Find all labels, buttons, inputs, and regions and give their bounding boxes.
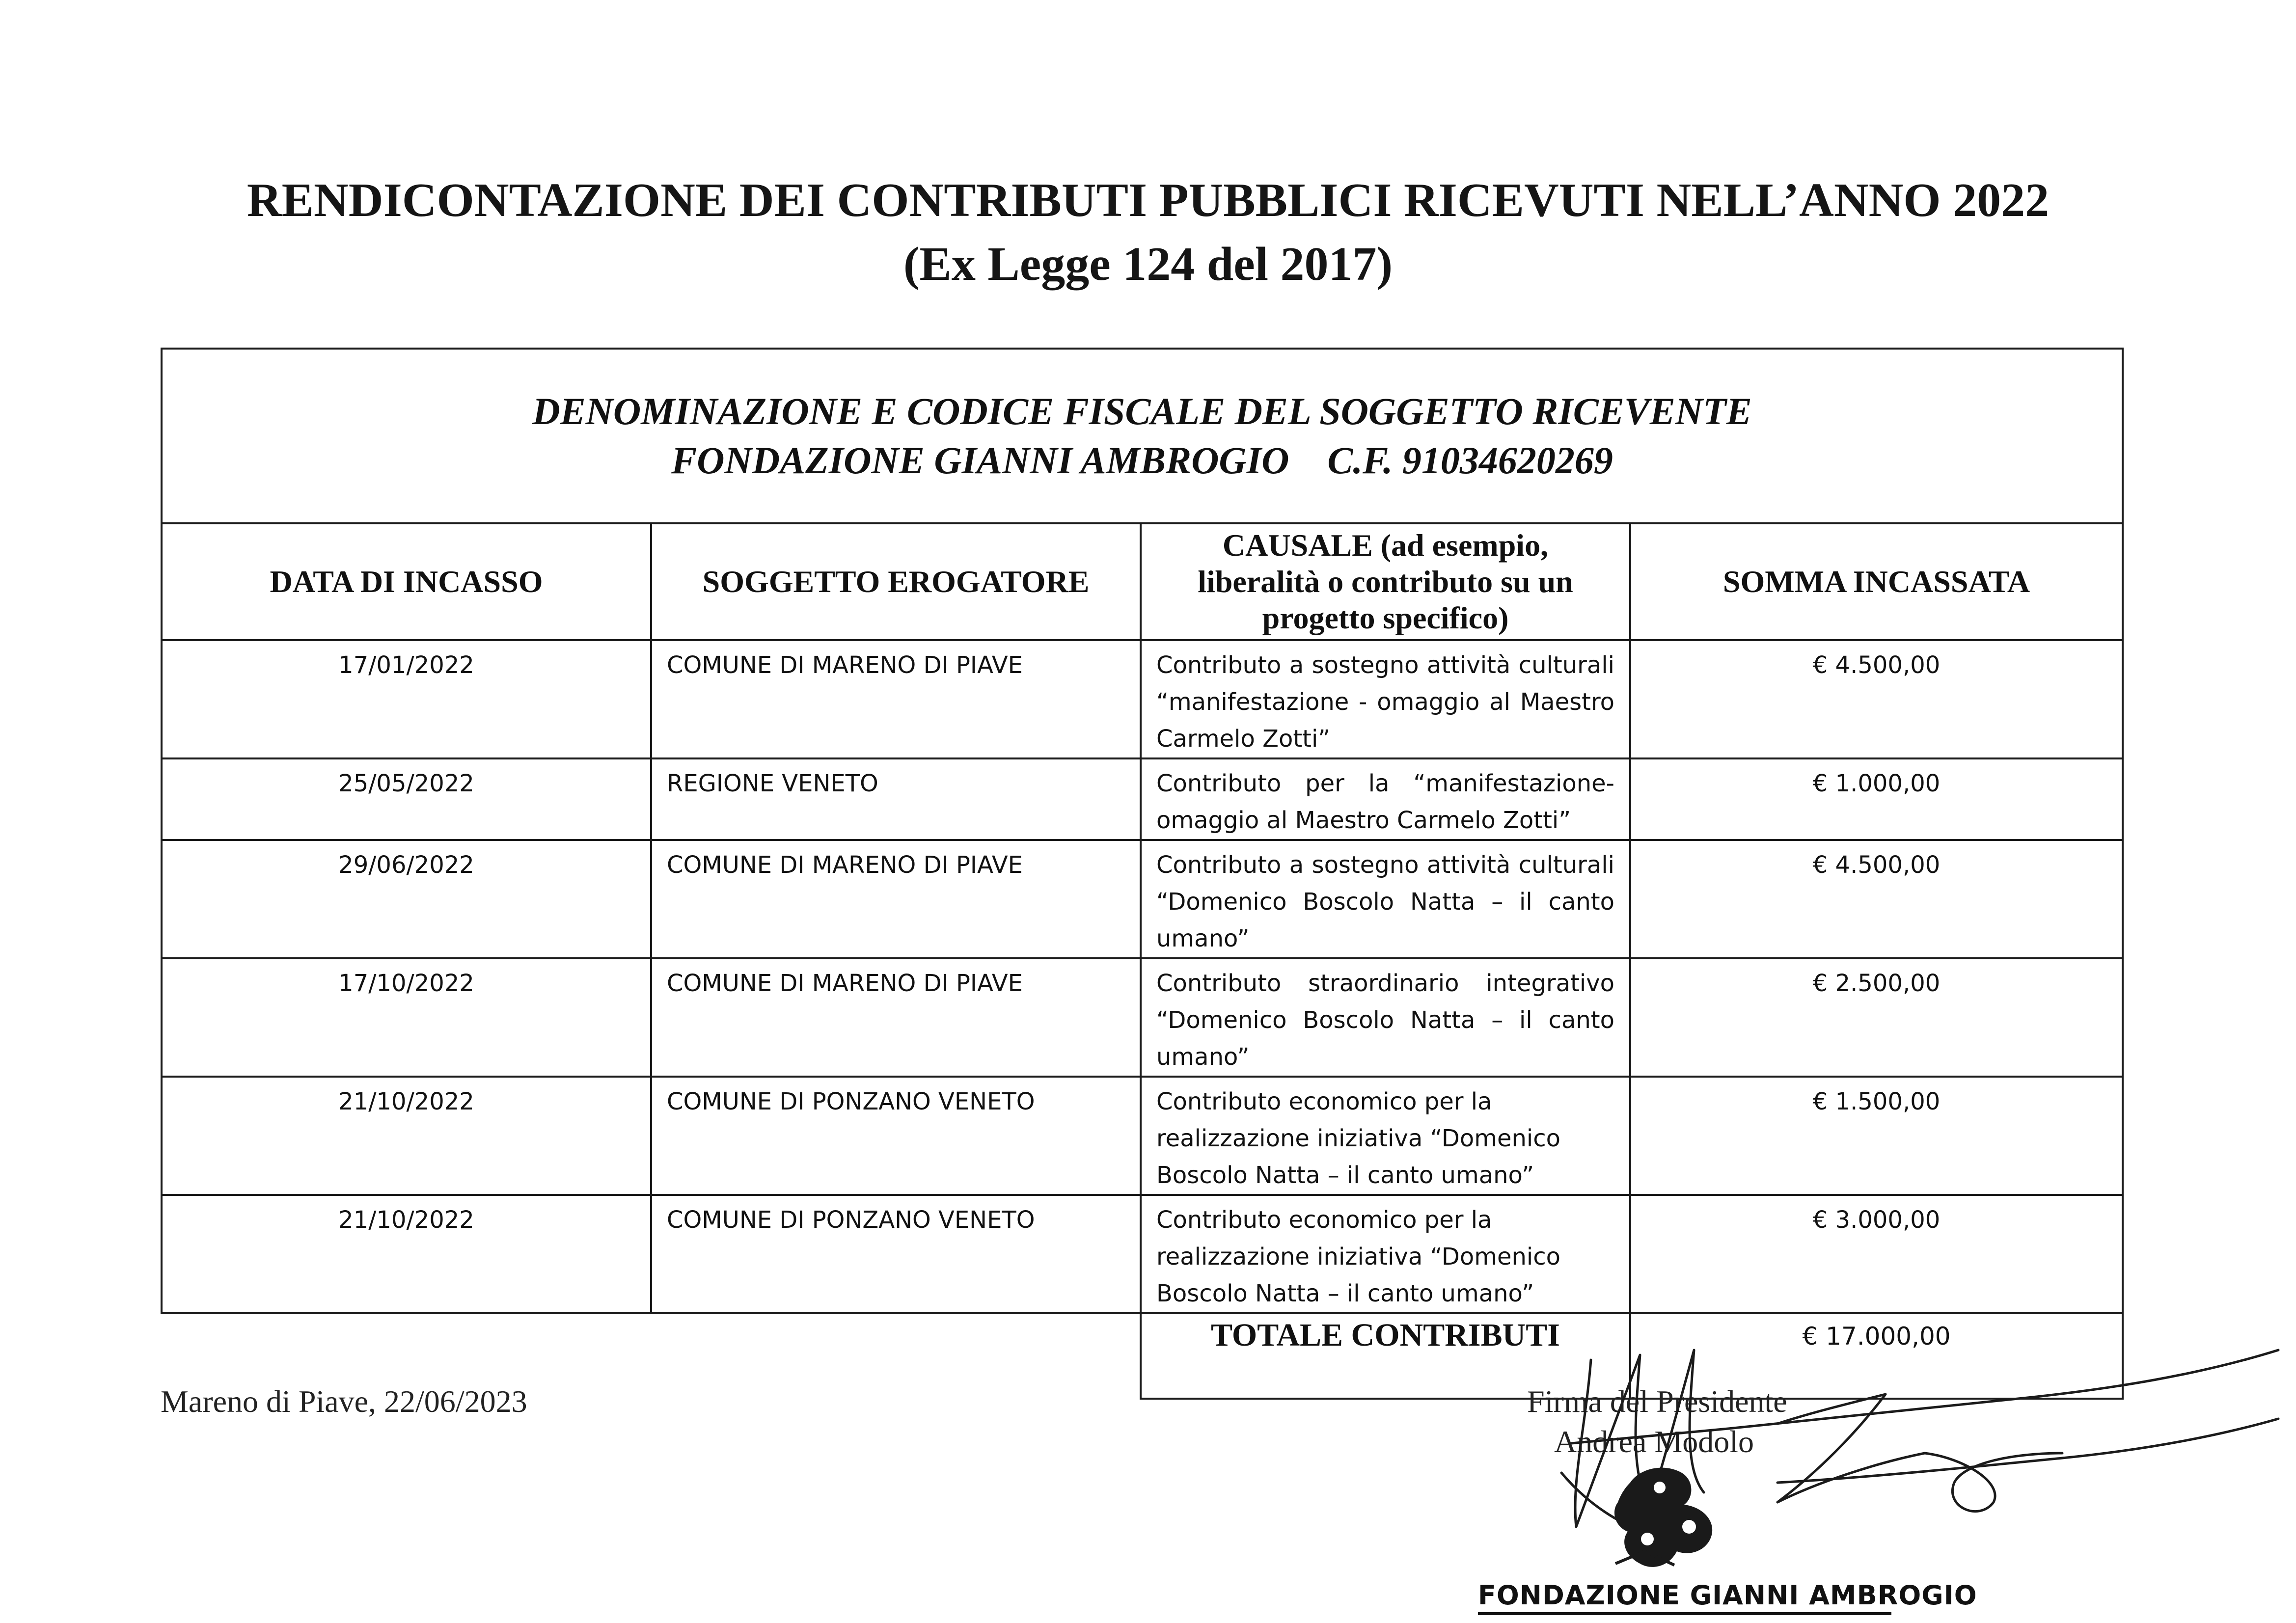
cell-donor: REGIONE VENETO <box>651 758 1141 840</box>
cell-date: 25/05/2022 <box>162 758 651 840</box>
stamp-text: FONDAZIONE GIANNI AMBROGIO <box>1478 1580 1977 1611</box>
total-amount: € 17.000,00 <box>1630 1313 2123 1399</box>
place-and-date: Mareno di Piave, 22/06/2023 <box>161 1384 527 1419</box>
cell-amount: € 1.000,00 <box>1630 758 2123 840</box>
document-subtitle: (Ex Legge 124 del 2017) <box>903 238 1393 291</box>
cell-date: 17/10/2022 <box>162 958 651 1077</box>
cell-donor: COMUNE DI MARENO DI PIAVE <box>651 958 1141 1077</box>
recipient-box <box>162 349 2123 523</box>
cell-reason: Contributo a sostegno attività culturali “Domenico Boscolo Natta – il canto umano” <box>1141 840 1630 958</box>
cell-reason: Contributo economico per la realizzazione iniziativa “Domenico Boscolo Natta – il canto umano” <box>1141 1077 1630 1195</box>
recipient-heading: DENOMINAZIONE E CODICE FISCALE DEL SOGGETTO RICEVENTE <box>532 390 1752 433</box>
cell-date: 21/10/2022 <box>162 1077 651 1195</box>
signature-name: Andrea Modolo <box>1554 1424 1754 1459</box>
table-row <box>162 758 2123 840</box>
cell-amount: € 3.000,00 <box>1630 1195 2123 1313</box>
cell-reason: Contributo economico per la realizzazione iniziativa “Domenico Boscolo Natta – il canto umano” <box>1141 1195 1630 1313</box>
total-label: TOTALE CONTRIBUTI <box>1141 1313 1630 1399</box>
document-title: RENDICONTAZIONE DEI CONTRIBUTI PUBBLICI RICEVUTI NELL’ANNO 2022 <box>246 174 2050 227</box>
cell-reason: Contributo straordinario integrativo “Domenico Boscolo Natta – il canto umano” <box>1141 958 1630 1077</box>
cell-date: 17/01/2022 <box>162 640 651 758</box>
column-header-row <box>162 523 2123 640</box>
cell-donor: COMUNE DI MARENO DI PIAVE <box>651 840 1141 958</box>
table-row <box>162 1195 2123 1313</box>
recipient-name: FONDAZIONE GIANNI AMBROGIO C.F. 91034620269 <box>671 439 1613 482</box>
table-row <box>162 958 2123 1077</box>
cell-amount: € 1.500,00 <box>1630 1077 2123 1195</box>
stamp-underline <box>1478 1612 1891 1615</box>
cell-donor: COMUNE DI PONZANO VENETO <box>651 1195 1141 1313</box>
cell-amount: € 2.500,00 <box>1630 958 2123 1077</box>
cell-amount: € 4.500,00 <box>1630 840 2123 958</box>
table-row <box>162 1077 2123 1195</box>
cell-donor: COMUNE DI PONZANO VENETO <box>651 1077 1141 1195</box>
contributions-table <box>161 348 2124 1400</box>
signature-title: Firma del Presidente <box>1527 1384 1787 1419</box>
stamp-emblem-icon <box>1547 1453 1753 1576</box>
table-row <box>162 840 2123 958</box>
cell-reason: Contributo a sostegno attività culturali “manifestazione - omaggio al Maestro Carmelo Zotti” <box>1141 640 1630 758</box>
column-header-donor: SOGGETTO EROGATORE <box>651 523 1141 640</box>
cell-date: 21/10/2022 <box>162 1195 651 1313</box>
cell-amount: € 4.500,00 <box>1630 640 2123 758</box>
cell-date: 29/06/2022 <box>162 840 651 958</box>
column-header-amount: SOMMA INCASSATA <box>1630 523 2123 640</box>
table-row <box>162 640 2123 758</box>
cell-donor: COMUNE DI MARENO DI PIAVE <box>651 640 1141 758</box>
column-header-date: DATA DI INCASSO <box>162 523 651 640</box>
cell-reason: Contributo per la “manifestazione-omaggio al Maestro Carmelo Zotti” <box>1141 758 1630 840</box>
column-header-reason: CAUSALE (ad esempio, liberalità o contributo su un progetto specifico) <box>1141 523 1630 640</box>
